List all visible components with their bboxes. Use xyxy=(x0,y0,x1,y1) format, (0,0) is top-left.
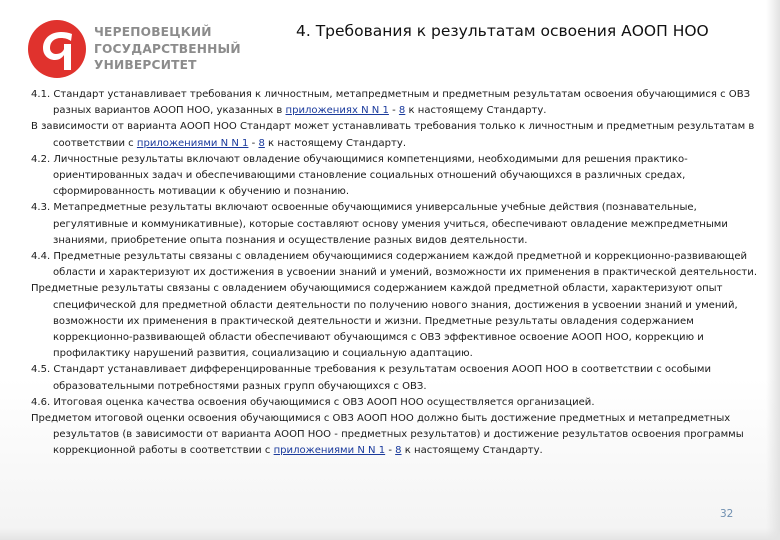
paragraph-4-3: 4.3. Метапредметные результаты включают освоенные обучающимися универсальные учебные действия (познавательные, регулятивные и коммуникативные), которые составляют основу умения учиться, обеспечивают овладение межпредметными знаниями, приобретение опыта познания и осуществление разных видов деятельности. xyxy=(31,202,728,246)
link-appendix-8[interactable]: 8 xyxy=(258,137,265,149)
university-name xyxy=(94,24,241,74)
paragraph-text: 4.1. Стандарт устанавливает требования к личностным, метапредметным и предметным результатам освоения обучающимися с ОВЗ разных вариантов АООП НОО, указанных в xyxy=(31,89,751,117)
university-name-line-3: УНИВЕРСИТЕТ xyxy=(94,58,197,72)
paragraph-4-1 xyxy=(31,87,761,119)
paragraph-final-assessment xyxy=(31,411,761,460)
slide-right-shadow xyxy=(766,0,780,540)
paragraph-text: - xyxy=(248,137,259,149)
link-appendices-1[interactable]: приложениями N N 1 xyxy=(136,137,249,149)
paragraph-subject-results: Предметные результаты связаны с овладением обучающимися содержанием каждой предметной области, характеризуют опыт специфической для предметной области деятельности по получению нового знания, достижения в усвоении знаний и умений, возможности их применения в практической деятельности и жизни. Предметные результаты овладения содержанием коррекционно-развивающей области обеспечивают обучающимся с ОВЗ эффективное освоение АООП НОО, коррекцию и профилактику нарушений развития, социализацию и социальную адаптацию. xyxy=(31,283,738,360)
university-logo xyxy=(26,18,256,80)
paragraph-4-2: 4.2. Личностные результаты включают овладение обучающимися компетенциями, необходимыми для решения практико-ориентированных задач и обеспечивающими становление социальных отношений обучающихся в различных средах, сформированность мотивации к обучению и познанию. xyxy=(31,153,688,198)
slide-body xyxy=(31,87,761,460)
paragraph-4-6: 4.6. Итоговая оценка качества освоения обучающимися с ОВЗ АООП НОО осуществляется организацией. xyxy=(31,396,595,408)
university-logo-mark-icon xyxy=(26,18,88,80)
paragraph-text: Предметом итоговой оценки освоения обучающимися с ОВЗ АООП НОО должно быть достижение предметных и метапредметных результатов (в зависимости от варианта АООП НОО - предметных результатов) и достижение результатов освоения программы коррекционной работы в соответствии с xyxy=(31,413,744,457)
link-appendices-1[interactable]: приложениями N N 1 xyxy=(273,445,386,457)
paragraph-4-5: 4.5. Стандарт устанавливает дифференцированные требования к результатам освоения АООП НОО в соответствии с особыми образовательными потребностями разных групп обучающихся с ОВЗ. xyxy=(31,364,711,392)
page-number: 32 xyxy=(720,508,734,520)
paragraph-text: к настоящему Стандарту. xyxy=(401,445,543,457)
slide-bottom-shadow xyxy=(0,528,780,540)
paragraph-text: В зависимости от варианта АООП НОО Стандарт может устанавливать требования только к личностным и предметным результатам в соответствии с xyxy=(31,121,755,149)
paragraph-text: к настоящему Стандарту. xyxy=(264,137,407,149)
paragraph-text: - xyxy=(388,105,399,117)
link-appendix-8[interactable]: 8 xyxy=(395,445,402,457)
paragraph-variant xyxy=(31,119,761,151)
university-name-line-2: ГОСУДАРСТВЕННЫЙ xyxy=(94,41,241,56)
university-name-line-1: ЧЕРЕПОВЕЦКИЙ xyxy=(94,25,212,39)
link-appendices-1[interactable]: приложениях N N 1 xyxy=(285,105,389,117)
paragraph-4-4: 4.4. Предметные результаты связаны с овладением обучающимися содержанием каждой предметной и коррекционно-развивающей области и характеризуют их достижения в усвоении знаний и умений, возможности их применения в практической деятельности. xyxy=(31,251,758,279)
link-appendix-8[interactable]: 8 xyxy=(398,105,406,117)
paragraph-text: к настоящему Стандарту. xyxy=(405,105,547,117)
paragraph-text: - xyxy=(385,445,396,457)
slide-title: 4. Требования к результатам освоения АООП НОО xyxy=(296,22,709,40)
